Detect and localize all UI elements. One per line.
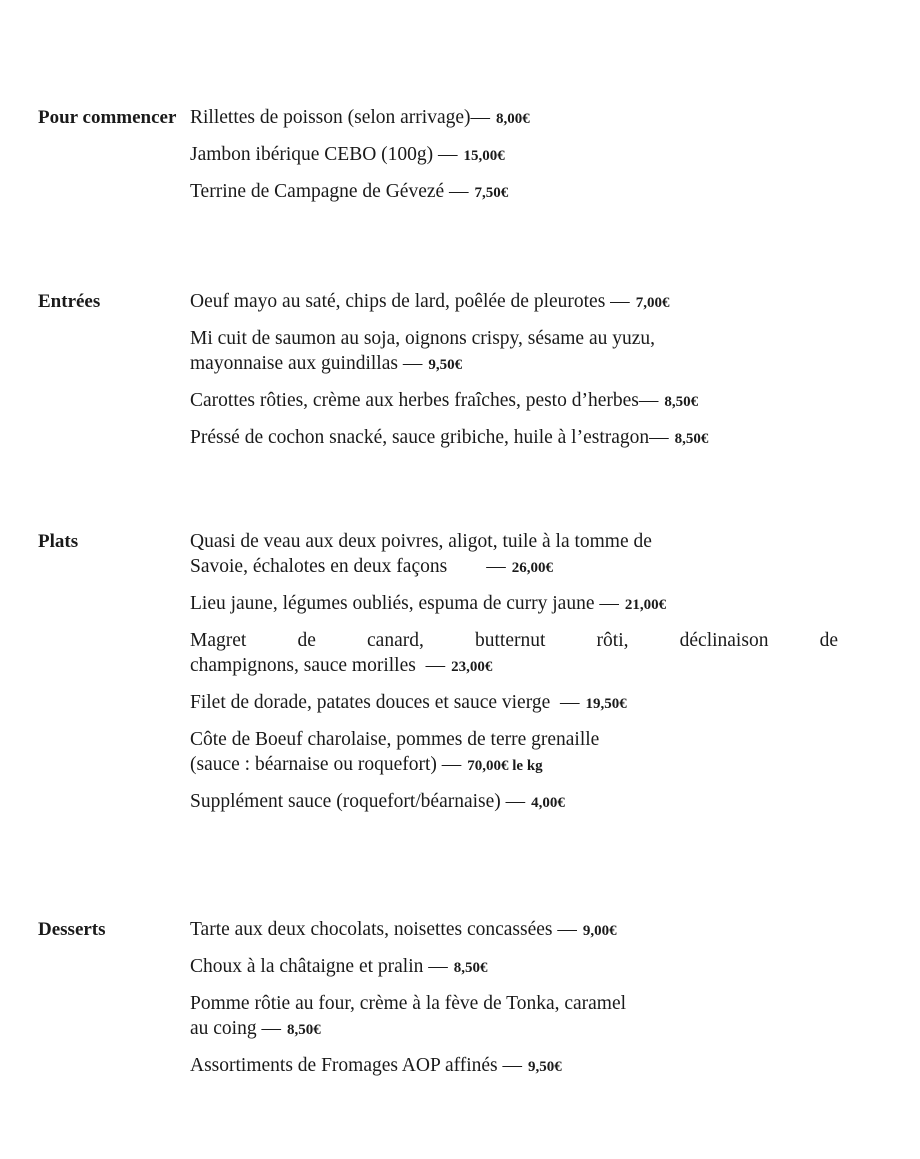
menu-item-price: 26,00€ bbox=[511, 560, 553, 576]
menu-item-description: Jambon ibérique CEBO (100g) — bbox=[190, 144, 458, 165]
item-list bbox=[190, 917, 850, 1090]
menu-item-price: 8,50€ bbox=[286, 1022, 321, 1038]
menu-item-description: Terrine de Campagne de Gévezé — bbox=[190, 181, 469, 202]
item-list bbox=[190, 105, 850, 216]
menu-item bbox=[190, 789, 850, 816]
section-title: Entrées bbox=[38, 291, 101, 312]
menu-item-price: 19,50€ bbox=[585, 696, 627, 712]
menu-item-price: 4,00€ bbox=[531, 795, 565, 811]
menu-item-description: Tarte aux deux chocolats, noisettes concassées — bbox=[190, 919, 577, 940]
menu-item-description: Mi cuit de saumon au soja, oignons crispy, sésame au yuzu, bbox=[190, 328, 656, 349]
menu-item bbox=[190, 388, 850, 415]
menu-item bbox=[190, 289, 850, 316]
menu-item-price: 8,00€ bbox=[496, 111, 530, 127]
menu-item-description: Rillettes de poisson (selon arrivage)— bbox=[190, 107, 491, 128]
section-title: Pour commencer bbox=[38, 107, 177, 128]
menu-item-price: 15,00€ bbox=[463, 148, 505, 164]
menu-item-description: Carottes rôties, crème aux herbes fraîches, pesto d’herbes— bbox=[190, 390, 659, 411]
menu-item bbox=[190, 917, 850, 944]
menu-item-price: 21,00€ bbox=[624, 597, 667, 613]
menu-item-description: Choux à la châtaigne et pralin — bbox=[190, 956, 448, 977]
menu-item-description: Côte de Boeuf charolaise, pommes de terre grenaille bbox=[190, 729, 600, 750]
menu-item bbox=[190, 529, 850, 581]
menu-item-description: Filet de dorade, patates douces et sauce vierge — bbox=[190, 692, 580, 713]
menu-item-description: Oeuf mayo au saté, chips de lard, poêlée de pleurotes — bbox=[190, 291, 630, 312]
section-title: Plats bbox=[38, 531, 79, 552]
item-list bbox=[190, 289, 850, 462]
menu-item bbox=[190, 105, 850, 132]
menu-item-description: Savoie, échalotes en deux façons — bbox=[190, 556, 506, 577]
menu-item bbox=[190, 326, 850, 378]
section-title: Desserts bbox=[38, 919, 106, 940]
menu-item-price: 9,00€ bbox=[582, 923, 617, 939]
menu-item-price: 70,00€ le kg bbox=[467, 758, 543, 774]
menu-item-description: (sauce : béarnaise ou roquefort) — bbox=[190, 754, 462, 775]
menu-item-description: Assortiments de Fromages AOP affinés — bbox=[190, 1055, 523, 1076]
menu-item-description: Pomme rôtie au four, crème à la fève de Tonka, caramel bbox=[190, 993, 627, 1014]
menu-item-description: Préssé de cochon snacké, sauce gribiche, huile à l’estragon— bbox=[190, 427, 669, 448]
menu-item-price: 8,50€ bbox=[453, 960, 488, 976]
menu-item bbox=[190, 425, 850, 452]
menu-item-description: Quasi de veau aux deux poivres, aligot, tuile à la tomme de bbox=[190, 531, 652, 552]
menu-item-description: mayonnaise aux guindillas — bbox=[190, 353, 423, 374]
menu-item bbox=[190, 954, 850, 981]
menu-item-price: 23,00€ bbox=[451, 659, 493, 675]
menu-item-price: 9,50€ bbox=[528, 1059, 562, 1075]
menu-item-description: Magret de canard, butternut rôti, déclinaison de bbox=[190, 630, 838, 651]
item-list bbox=[190, 529, 850, 826]
menu-item-description: champignons, sauce morilles — bbox=[190, 655, 446, 676]
menu-item-description: au coing — bbox=[190, 1018, 281, 1039]
menu-item bbox=[190, 690, 850, 717]
menu-item-price: 8,50€ bbox=[664, 394, 699, 410]
menu-item bbox=[190, 991, 850, 1043]
menu-item-price: 7,50€ bbox=[474, 185, 509, 201]
menu-item bbox=[190, 591, 850, 618]
menu-item bbox=[190, 727, 850, 779]
menu-item bbox=[190, 628, 850, 680]
menu-item bbox=[190, 1053, 850, 1080]
menu-item-price: 9,50€ bbox=[428, 357, 463, 373]
menu-item-description: Supplément sauce (roquefort/béarnaise) — bbox=[190, 791, 526, 812]
menu-item-price: 8,50€ bbox=[674, 431, 709, 447]
menu-item-price: 7,00€ bbox=[635, 295, 670, 311]
menu-item-description: Lieu jaune, légumes oubliés, espuma de curry jaune — bbox=[190, 593, 619, 614]
menu-item bbox=[190, 142, 850, 169]
menu-item bbox=[190, 179, 850, 206]
